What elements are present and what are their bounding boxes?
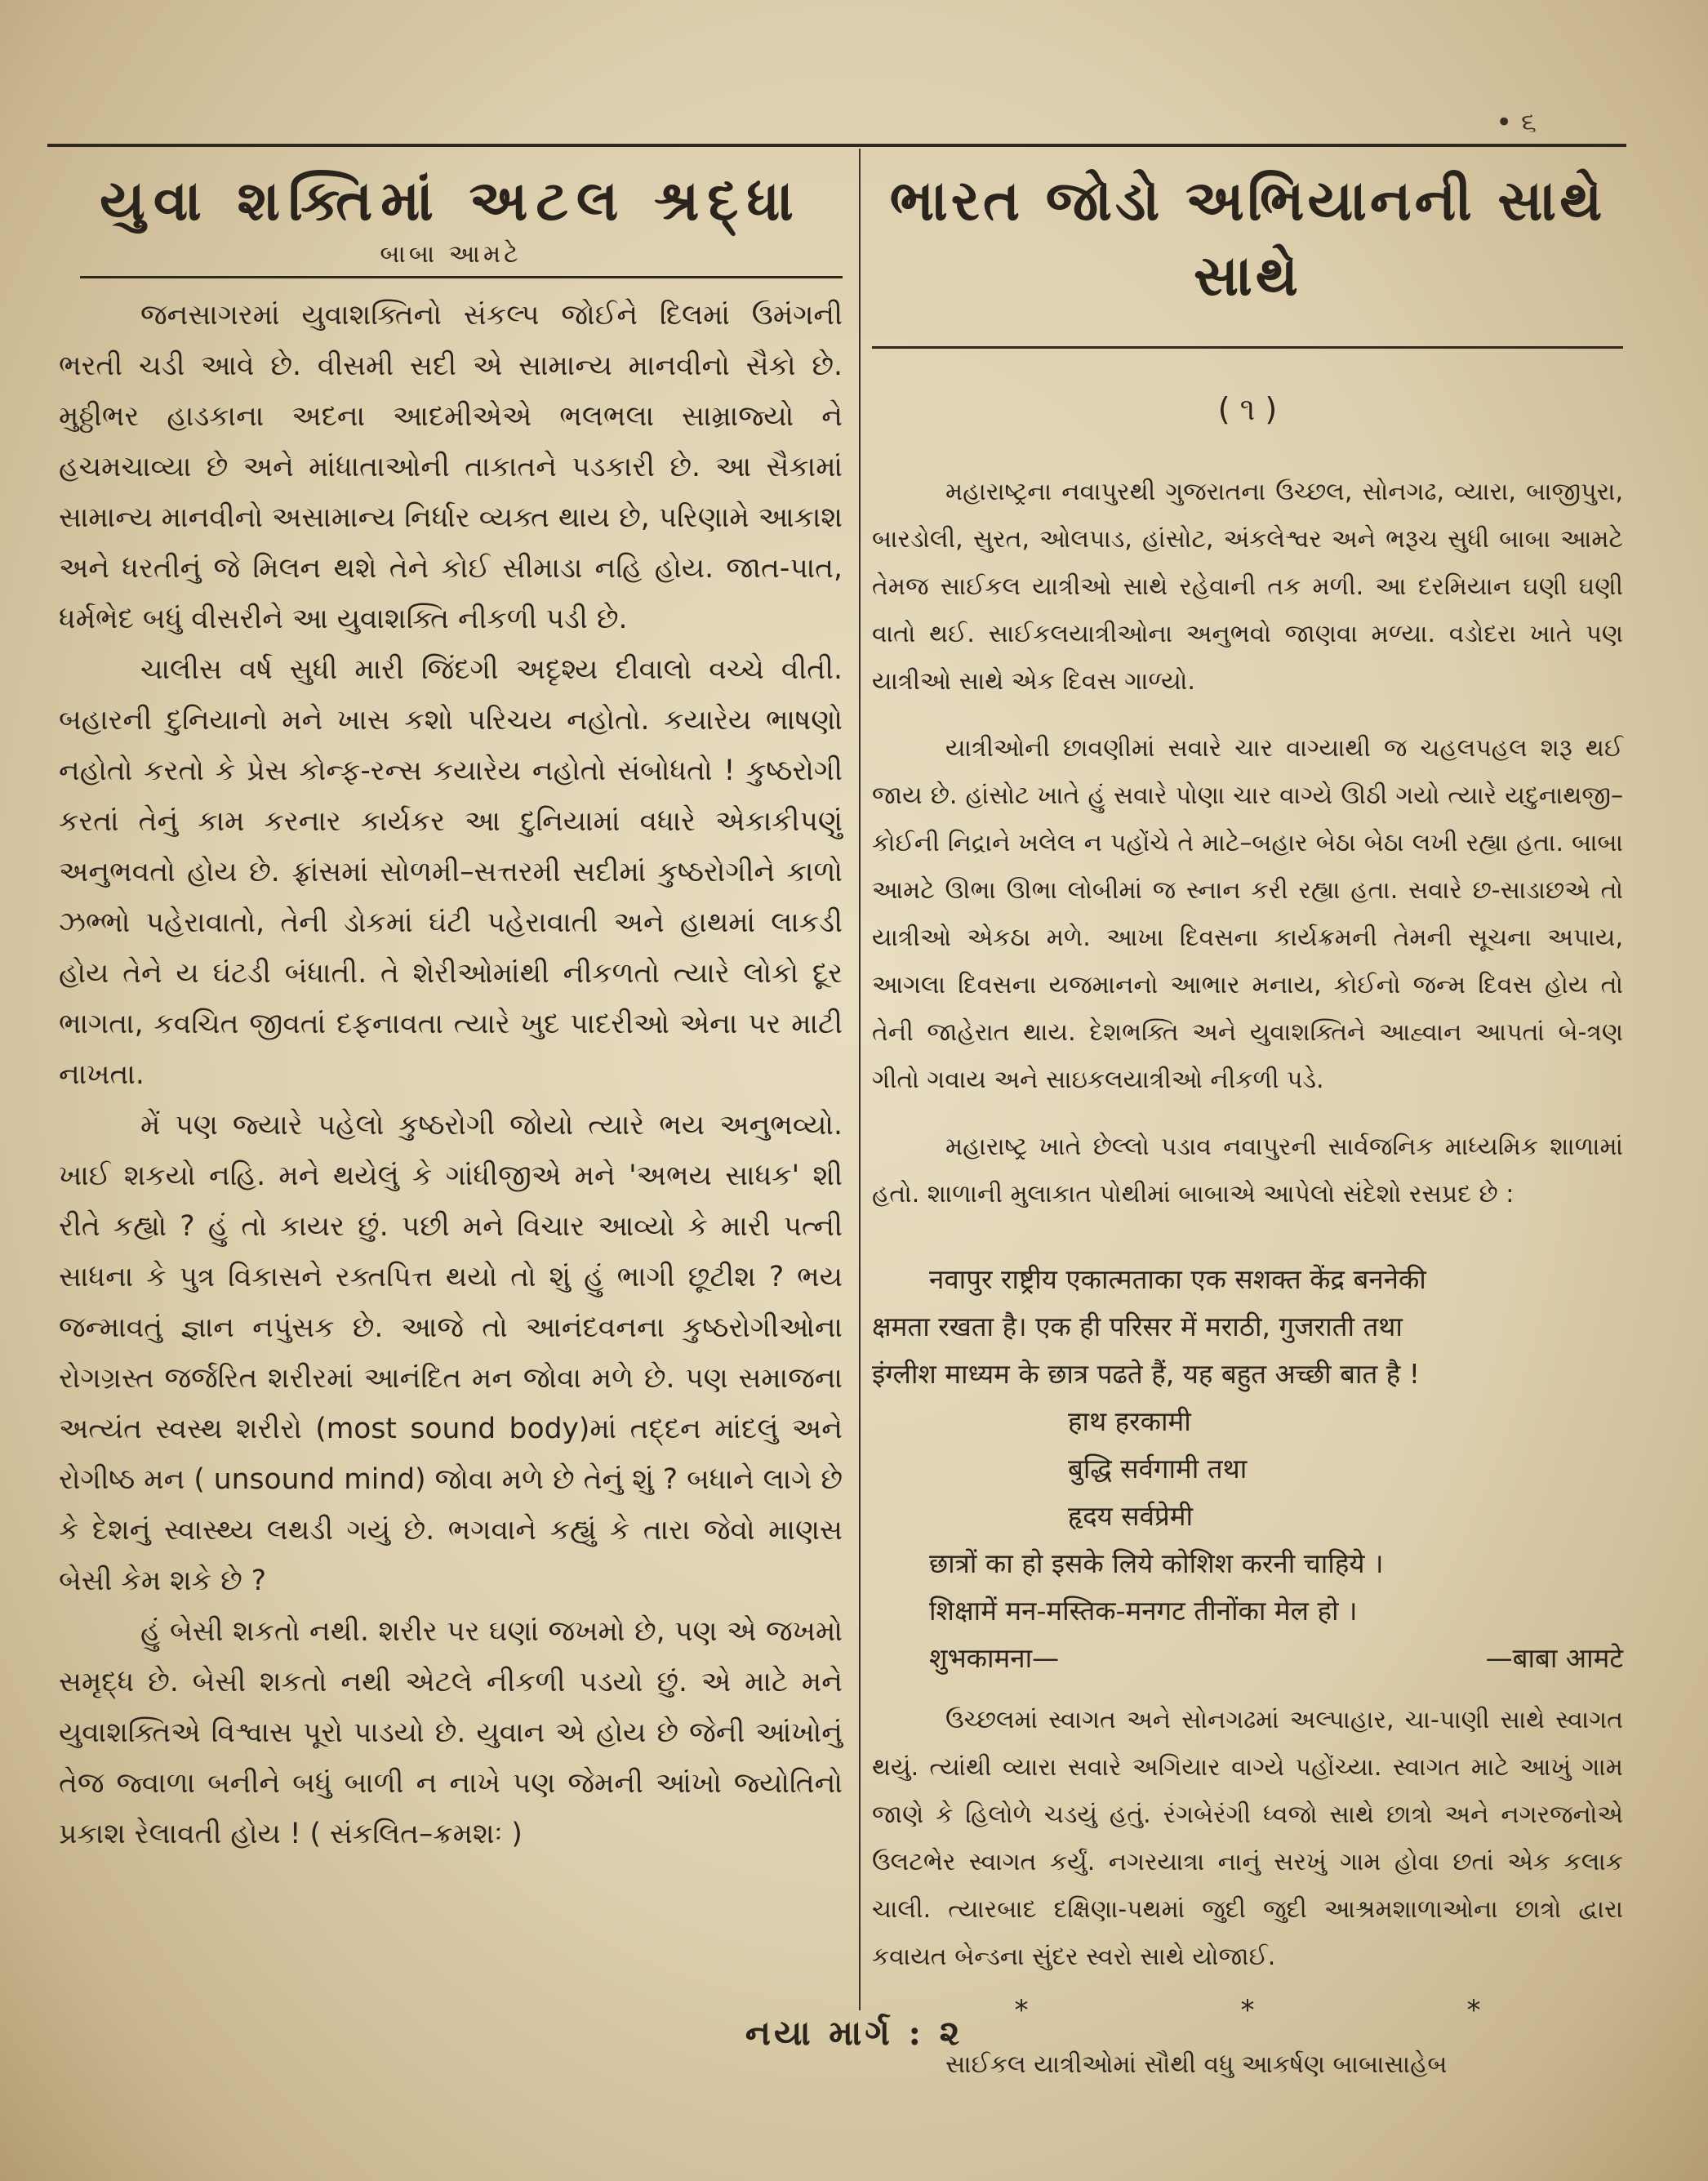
left-article-title: યુવા શક્તિમાં અટલ શ્રદ્ધા: [100, 168, 802, 234]
message-signoff: [872, 1635, 1623, 1682]
signature: —बाबा आमटे: [1485, 1642, 1623, 1674]
star: *: [1014, 1994, 1029, 2027]
page-footer: નયા માર્ગ : ૨: [745, 2013, 963, 2053]
left-article-byline: બાબા આમટે: [380, 240, 522, 269]
right-article-title: ભારત જોડો અભિયાનની સાથે સાથે: [889, 168, 1606, 309]
hindi-line: शिक्षामें मन-मस्तिक-मनगट तीनोंका मेल हो ।: [929, 1595, 1358, 1627]
hindi-message: [872, 1256, 1623, 1682]
right-article-body-continued: [872, 1697, 1623, 1981]
right-article: [872, 155, 1623, 2089]
star: *: [1240, 1994, 1255, 2027]
paragraph: યાત્રીઓની છાવણીમાં સવારે ચાર વાગ્યાથી જ ચહલપહલ શરૂ થઈ જાય છે. હાંસોટ ખાતે હું સવારે પોણા ચાર વાગ્યે ઊઠી ગયો ત્યારે યદુનાથજી–કોઈની નિદ્રાને ખલેલ ન પહોંચે તે માટે–બહાર બેઠા બેઠા લખી રહ્યા હતા. બાબા આમટે ઊભા ઊભા લોબીમાં જ સ્નાન કરી રહ્યા હતા. સવારે છ-સાડાછએ તો યાત્રીઓ એકઠા મળે. આખા દિવસના કાર્યક્રમની તેમની સૂચના અપાય, આગલા દિવસના યજમાનનો આભાર મનાય, કોઈનો જન્મ દિવસ હોય તો તેની જાહેરાત થાય. દેશભક્તિ અને યુવાશક્તિને આહ્વાન આપતાં બે-ત્રણ ગીતો ગવાય અને સાઇકલયાત્રીઓ નીકળી પડે.: [872, 734, 1623, 1094]
left-title-rule: [80, 276, 843, 278]
top-rule: [47, 144, 1626, 147]
hindi-line: क्षमता रखता है। एक ही परिसर में मराठी, गुजराती तथा: [872, 1311, 1403, 1342]
paragraph: જનસાગરમાં યુવાશક્તિનો સંકલ્પ જોઈને દિલમાં ઉમંગની ભરતી ચડી આવે છે. વીસમી સદી એ સામાન્ય માનવીનો સૈકો છે. મુઠ્ઠીભર હાડકાના અદના આદમીએએ ભલભલા સામ્રાજ્યો ને હચમચાવ્યા છે અને માંધાતાઓની તાકાતને પડકારી છે. આ સૈકામાં સામાન્ય માનવીનો અસામાન્ય નિર્ધાર વ્યક્ત થાય છે, પરિણામે આકાશ અને ધરતીનું જે મિલન થશે તેને કોઈ સીમાડા નહિ હોય. જાત-પાત, ધર્મભેદ બધું વીસરીને આ યુવાશક્તિ નીકળી પડી છે.: [59, 299, 843, 635]
page-mark: • ૬: [1496, 106, 1537, 139]
paragraph: સાઈકલ યાત્રીઓમાં સૌથી વધુ આકર્ષણ બાબાસાહેબ: [945, 2050, 1448, 2079]
paragraph: મહારાષ્ટ્રના નવાપુરથી ગુજરાતના ઉચ્છલ, સોનગઢ, વ્યારા, બાજીપુરા, બારડોલી, સુરત, ઓલપાડ, હાંસોટ, અંકલેશ્વર અને ભરૂચ સુધી બાબા આમટે તેમજ સાઈકલ યાત્રીઓ સાથે રહેવાની તક મળી. આ દરમિયાન ઘણી ઘણી વાતો થઈ. સાઈકલયાત્રીઓના અનુભવો જાણવા મળ્યા. વડોદરા ખાતે પણ યાત્રીઓ સાથે એક દિવસ ગાળ્યો.: [872, 478, 1623, 696]
poem-line: बुद्धि सर्वगामी तथा: [1068, 1453, 1248, 1484]
hindi-line: छात्रों का हो इसके लिये कोशिश करनी चाहिये ।: [929, 1547, 1384, 1579]
left-article: [59, 155, 843, 1859]
paragraph: મેં પણ જ્યારે પહેલો કુષ્ઠરોગી જોયો ત્યારે ભય અનુભવ્યો. ખાઈ શકયો નહિ. મને થયેલું કે ગાંધીજીએ મને 'અભય સાધક' શી રીતે કહ્યો ? હું તો કાયર છું. પછી મને વિચાર આવ્યો કે મારી પત્ની સાધના કે પુત્ર વિકાસને રક્તપિત્ત થયો તો શું હું ભાગી છૂટીશ ? ભય જન્માવતું જ્ઞાન નપુંસક છે. આજે તો આનંદવનના કુષ્ઠરોગીઓના રોગગ્રસ્ત જર્જરિત શરીરમાં આનંદિત મન જોવા મળે છે. પણ સમાજના અત્યંત સ્વસ્થ શરીરો (most sound body)માં તદ્દન માંદલું અને રોગીષ્ઠ મન ( unsound mind) જોવા મળે છે તેનું શું ? બધાને લાગે છે કે દેશનું સ્વાસ્થ્ય લથડી ગયું છે. ભગવાને કહ્યું કે તારા જેવો માણસ બેસી કેમ શકે છે ?: [59, 1109, 843, 1597]
section-number: ( ૧ ): [1217, 391, 1278, 427]
right-title-rule: [872, 346, 1623, 349]
star: *: [1466, 1994, 1481, 2027]
greeting: शुभकामना—: [929, 1642, 1060, 1674]
paragraph: ચાલીસ વર્ષ સુધી મારી જિંદગી અદૃશ્ય દીવાલો વચ્ચે વીતી. બહારની દુનિયાનો મને ખાસ કશો પરિચય નહોતો. કયારેય ભાષણો નહોતો કરતો કે પ્રેસ કોન્ફ-રન્સ કયારેય નહોતો સંબોધતો ! કુષ્ઠરોગી કરતાં તેનું કામ કરનાર કાર્યકર આ દુનિયામાં વધારે એકાકીપણું અનુભવતો હોય છે. ફ્રાંસમાં સોળમી–સત્તરમી સદીમાં કુષ્ઠરોગીને કાળો ઝભ્ભો પહેરાવાતો, તેની ડોકમાં ઘંટી પહેરાવાતી અને હાથમાં લાકડી હોય તેને ય ઘંટડી બંધાતી. તે શેરીઓમાંથી નીકળતો ત્યારે લોકો દૂર ભાગતા, કવચિત જીવતાં દફનાવતા ત્યારે ખુદ પાદરીઓ એના પર માટી નાખતા.: [59, 653, 843, 1091]
column-divider: [859, 149, 861, 2010]
left-article-body: [59, 290, 843, 1859]
right-article-body: [872, 469, 1623, 1218]
poem-line: हाथ हरकामी: [1068, 1405, 1191, 1437]
hindi-line: इंग्लीश माध्यम के छात्र पढते हैं, यह बहुत अच्छी बात है !: [872, 1358, 1420, 1390]
poem-line: हृदय सर्वप्रेमी: [1068, 1500, 1194, 1532]
paragraph: મહારાષ્ટ્ર ખાતે છેલ્લો પડાવ નવાપુરની સાર્વજનિક માધ્યમિક શાળામાં હતો. શાળાની મુલાકાત પોથીમાં બાબાએ આપેલો સંદેશો રસપ્રદ છે :: [872, 1133, 1623, 1208]
hindi-line: नवापुर राष्ट्रीय एकात्मताका एक सशक्त केंद्र बननेकी: [929, 1263, 1426, 1295]
paragraph: ઉચ્છલમાં સ્વાગત અને સોનગઢમાં અલ્પાહાર, ચા-પાણી સાથે સ્વાગત થયું. ત્યાંથી વ્યારા સવારે અગિયાર વાગ્યે પહોંચ્યા. સ્વાગત માટે આખું ગામ જાણે કે હિલોળે ચડયું હતું. રંગબેરંગી ધ્વજો સાથે છાત્રો અને નગરજનોએ ઉલટભેર સ્વાગત કર્યું. નગરયાત્રા નાનું સરખું ગામ હોવા છતાં એક કલાક ચાલી. ત્યારબાદ દક્ષિણા-પથમાં જુદી જુદી આશ્રમશાળાઓના છાત્રો દ્વારા કવાયત બેન્ડના સુંદર સ્વરો સાથે યોજાઈ.: [872, 1706, 1623, 1971]
paragraph: હું બેસી શકતો નથી. શરીર પર ઘણાં જખમો છે, પણ એ જખમો સમૃદ્ધ છે. બેસી શકતો નથી એટલે નીકળી પડયો છું. એ માટે મને યુવાશક્તિએ વિશ્વાસ પૂરો પાડયો છે. યુવાન એ હોય છે જેની આંખોનું તેજ જ્વાળા બનીને બધું બાળી ન નાખે પણ જેમની આંખો જ્યોતિનો પ્રકાશ રેલાવતી હોય ! ( સંકલિત–ક્રમશઃ ): [59, 1615, 843, 1850]
